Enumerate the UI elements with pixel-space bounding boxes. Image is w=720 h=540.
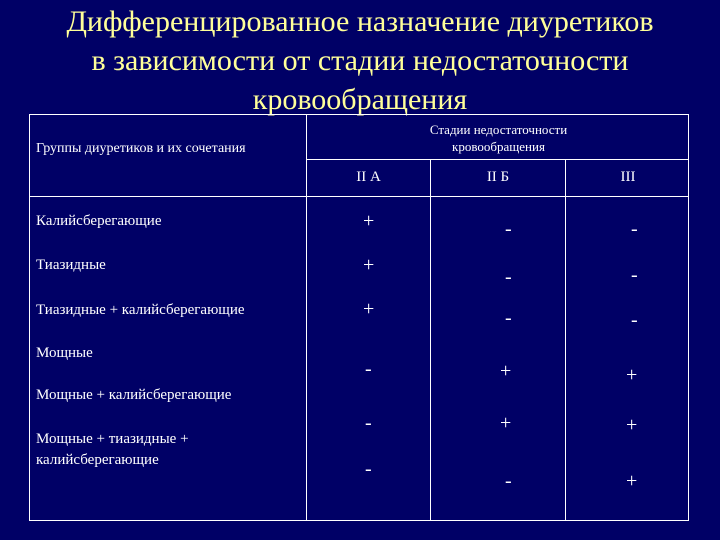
cell-sign: + bbox=[363, 298, 375, 320]
row-label-loop-thiazide-potassium-sparing-line-2: калийсберегающие bbox=[36, 452, 159, 468]
row-label-loop-thiazide-potassium-sparing-line-1: Мощные + тиазидные + bbox=[36, 431, 189, 447]
cell-sign: - bbox=[365, 412, 372, 434]
header-divider-body bbox=[30, 196, 688, 197]
cell-sign: - bbox=[631, 218, 638, 240]
cell-sign: + bbox=[626, 414, 638, 436]
stage-iia-header: II А bbox=[356, 169, 381, 185]
cell-sign: - bbox=[631, 264, 638, 286]
cell-sign: - bbox=[505, 470, 512, 492]
title-line-2: в зависимости от стадии недостаточности bbox=[91, 44, 629, 77]
cell-sign: - bbox=[365, 458, 372, 480]
cell-sign: + bbox=[500, 412, 512, 434]
row-label-potassium-sparing: Калийсберегающие bbox=[36, 213, 162, 229]
stage-header-line-2: кровообращения bbox=[452, 139, 545, 154]
title-line-1: Дифференцированное назначение диуретиков bbox=[66, 5, 654, 38]
cell-sign: + bbox=[626, 364, 638, 386]
row-label-thiazide-potassium-sparing: Тиазидные + калийсберегающие bbox=[36, 302, 245, 318]
cell-sign: + bbox=[363, 210, 375, 232]
row-label-thiazide: Тиазидные bbox=[36, 257, 106, 273]
diuretics-table bbox=[29, 114, 689, 521]
row-label-loop: Мощные bbox=[36, 345, 93, 361]
cell-sign: + bbox=[363, 254, 375, 276]
group-header: Группы диуретиков и их сочетания bbox=[36, 141, 246, 156]
cell-sign: + bbox=[500, 360, 512, 382]
stage-iib-header: II Б bbox=[486, 169, 510, 185]
cell-sign: + bbox=[626, 470, 638, 492]
cell-sign: - bbox=[505, 218, 512, 240]
slide-title bbox=[0, 2, 720, 119]
stage-header-line-1: Стадии недостаточности bbox=[429, 122, 568, 137]
cell-sign: - bbox=[505, 307, 512, 329]
cell-sign: - bbox=[505, 266, 512, 288]
stage-header bbox=[307, 121, 690, 155]
row-label-loop-potassium-sparing: Мощные + калийсберегающие bbox=[36, 387, 232, 403]
cell-sign: - bbox=[365, 358, 372, 380]
header-divider-stages bbox=[307, 159, 688, 160]
cell-sign: - bbox=[631, 309, 638, 331]
stage-iii-header: III bbox=[620, 169, 636, 185]
title-line-3: кровообращения bbox=[252, 83, 468, 116]
column-divider-iia-iib bbox=[430, 159, 431, 520]
column-divider-iib-iii bbox=[565, 159, 566, 520]
